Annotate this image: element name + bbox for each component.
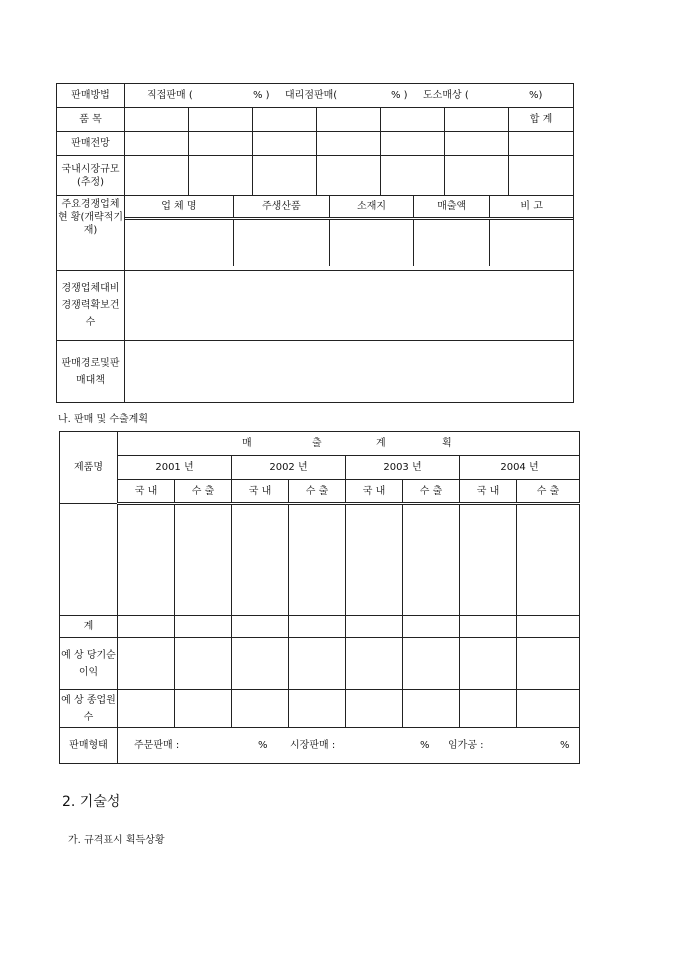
sales-type-row xyxy=(118,728,580,764)
year-2001: 2001 년 xyxy=(118,456,232,480)
section-technology: 2. 기술성 xyxy=(62,794,121,810)
total-cell[interactable] xyxy=(403,616,460,638)
data-cell[interactable] xyxy=(118,504,175,616)
market-cell[interactable] xyxy=(445,156,509,196)
data-cell[interactable] xyxy=(232,504,289,616)
profit-cell[interactable] xyxy=(403,638,460,690)
employees-cell[interactable] xyxy=(517,690,580,728)
competitor-header-location: 소재지 xyxy=(329,196,413,218)
market-cell[interactable] xyxy=(125,156,189,196)
year-2002: 2002 년 xyxy=(232,456,346,480)
channel-label: 판매경로및판매대책 xyxy=(57,341,125,403)
data-cell[interactable] xyxy=(346,504,403,616)
forecast-cell[interactable] xyxy=(189,132,253,156)
domestic-market-label: 국내시장규모(추정) xyxy=(57,156,125,196)
employees-cell[interactable] xyxy=(460,690,517,728)
forecast-cell[interactable] xyxy=(509,132,574,156)
section-sales-export-plan: 나. 판매 및 수출계획 xyxy=(58,414,148,425)
competitor-cell[interactable] xyxy=(414,218,490,266)
forecast-cell[interactable] xyxy=(125,132,189,156)
export-header: 수 출 xyxy=(289,480,346,504)
profit-cell[interactable] xyxy=(517,638,580,690)
section-standard-certification: 가. 규격표시 획득상황 xyxy=(68,835,165,846)
profit-cell[interactable] xyxy=(289,638,346,690)
competitor-cell[interactable] xyxy=(125,218,233,266)
plan-header-char: 계 xyxy=(376,438,386,449)
export-header: 수 출 xyxy=(517,480,580,504)
competitor-header-name: 업 체 명 xyxy=(125,196,233,218)
competitor-header-revenue: 매출액 xyxy=(414,196,490,218)
competitor-grid xyxy=(125,196,574,271)
domestic-header: 국 내 xyxy=(346,480,403,504)
market-cell[interactable] xyxy=(317,156,381,196)
total-cell[interactable] xyxy=(346,616,403,638)
market-cell[interactable] xyxy=(189,156,253,196)
total-cell[interactable] xyxy=(517,616,580,638)
sales-method-row xyxy=(125,84,574,108)
year-2004: 2004 년 xyxy=(460,456,580,480)
plan-header-char: 획 xyxy=(442,438,452,449)
total-cell[interactable] xyxy=(289,616,346,638)
total-label: 계 xyxy=(60,616,118,638)
employees-cell[interactable] xyxy=(346,690,403,728)
market-cell[interactable] xyxy=(253,156,317,196)
consignment-pct: % xyxy=(560,740,570,751)
market-sales-pct: % xyxy=(420,740,430,751)
market-cell[interactable] xyxy=(509,156,574,196)
competitor-cell[interactable] xyxy=(233,218,329,266)
item-label: 품 목 xyxy=(57,108,125,132)
data-cell[interactable] xyxy=(403,504,460,616)
forecast-cell[interactable] xyxy=(445,132,509,156)
product-cell[interactable] xyxy=(60,504,118,616)
direct-sales-label: 직접판매 ( xyxy=(147,90,193,101)
market-sales-label: 시장판매 : xyxy=(290,740,336,751)
consignment-label: 임가공 : xyxy=(448,740,484,751)
sales-type-label: 판매형태 xyxy=(60,728,118,764)
forecast-cell[interactable] xyxy=(381,132,445,156)
data-cell[interactable] xyxy=(460,504,517,616)
total-cell[interactable] xyxy=(232,616,289,638)
export-header: 수 출 xyxy=(403,480,460,504)
total-label: 합 계 xyxy=(509,108,574,132)
wholesale-pct: %) xyxy=(529,90,543,101)
channel-cell[interactable] xyxy=(125,341,574,403)
domestic-header: 국 내 xyxy=(118,480,175,504)
plan-header-char: 출 xyxy=(312,438,322,449)
competitor-header-note: 비 고 xyxy=(490,196,573,218)
domestic-header: 국 내 xyxy=(232,480,289,504)
item-cell[interactable] xyxy=(125,108,189,132)
profit-cell[interactable] xyxy=(460,638,517,690)
sales-overview-table xyxy=(56,83,574,403)
profit-cell[interactable] xyxy=(232,638,289,690)
net-profit-label: 예 상 당기순이익 xyxy=(60,638,118,690)
year-2003: 2003 년 xyxy=(346,456,460,480)
item-cell[interactable] xyxy=(445,108,509,132)
employees-cell[interactable] xyxy=(232,690,289,728)
data-cell[interactable] xyxy=(517,504,580,616)
sales-export-plan-table xyxy=(59,431,580,764)
competitor-header-product: 주생산품 xyxy=(233,196,329,218)
item-cell[interactable] xyxy=(317,108,381,132)
direct-sales-pct: % ) xyxy=(253,90,270,101)
total-cell[interactable] xyxy=(175,616,232,638)
total-cell[interactable] xyxy=(460,616,517,638)
employees-cell[interactable] xyxy=(403,690,460,728)
forecast-cell[interactable] xyxy=(317,132,381,156)
market-cell[interactable] xyxy=(381,156,445,196)
employees-cell[interactable] xyxy=(289,690,346,728)
wholesale-label: 도소매상 ( xyxy=(423,90,469,101)
data-cell[interactable] xyxy=(175,504,232,616)
competitiveness-label: 경쟁업체대비경쟁력확보건수 xyxy=(57,271,125,341)
employees-cell[interactable] xyxy=(175,690,232,728)
competitiveness-cell[interactable] xyxy=(125,271,574,341)
order-sales-pct: % xyxy=(258,740,268,751)
domestic-header: 국 내 xyxy=(460,480,517,504)
product-label: 제품명 xyxy=(60,432,118,504)
plan-header xyxy=(118,432,580,456)
competitor-cell[interactable] xyxy=(490,218,573,266)
data-cell[interactable] xyxy=(289,504,346,616)
agency-sales-label: 대리점판매( xyxy=(285,90,338,101)
sales-method-label: 판매방법 xyxy=(57,84,125,108)
plan-header-char: 매 xyxy=(242,438,252,449)
profit-cell[interactable] xyxy=(346,638,403,690)
competitor-cell[interactable] xyxy=(329,218,413,266)
competitor-label: 주요경쟁업체현 황(개략적기재) xyxy=(57,196,125,271)
agency-sales-pct: % ) xyxy=(391,90,408,101)
export-header: 수 출 xyxy=(175,480,232,504)
sales-forecast-label: 판매전망 xyxy=(57,132,125,156)
forecast-cell[interactable] xyxy=(253,132,317,156)
employees-cell[interactable] xyxy=(118,690,175,728)
profit-cell[interactable] xyxy=(175,638,232,690)
item-cell[interactable] xyxy=(189,108,253,132)
profit-cell[interactable] xyxy=(118,638,175,690)
item-cell[interactable] xyxy=(381,108,445,132)
employees-label: 예 상 종업원수 xyxy=(60,690,118,728)
order-sales-label: 주문판매 : xyxy=(134,740,180,751)
item-cell[interactable] xyxy=(253,108,317,132)
total-cell[interactable] xyxy=(118,616,175,638)
